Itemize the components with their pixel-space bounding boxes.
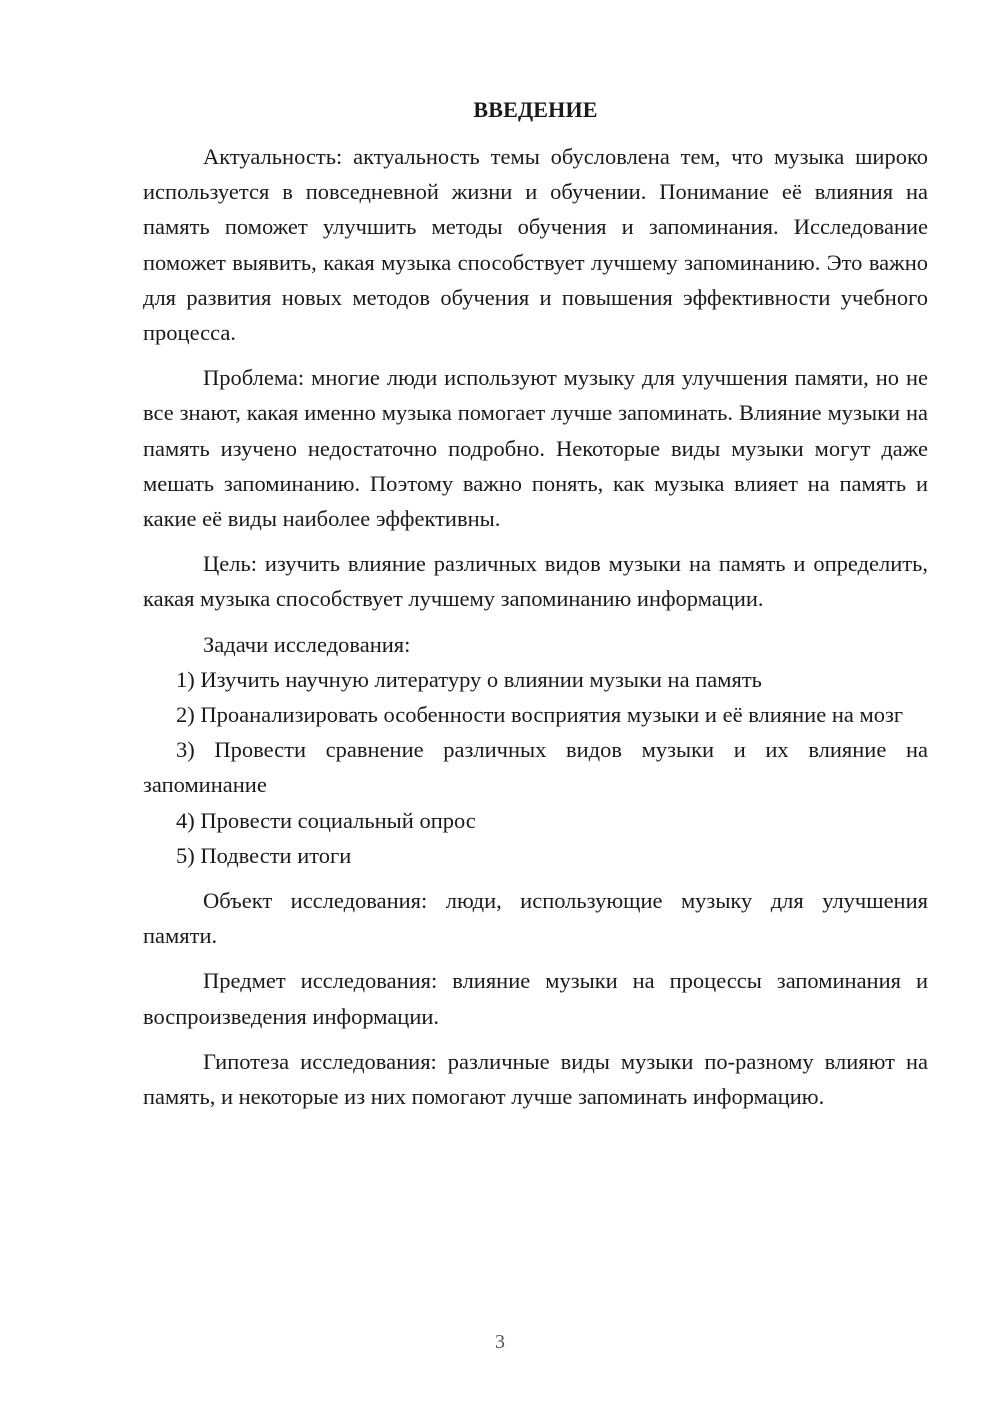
section-title: ВВЕДЕНИЕ [473, 97, 598, 122]
hypothesis-paragraph: Гипотеза исследования: различные виды музыки по-разному влияют на память, и некоторые из них помогают лучше запоминать информацию. [143, 1048, 928, 1110]
problem-paragraph: Проблема: многие люди используют музыку для улучшения памяти, но не все знают, какая именно музыка помогает лучше запоминать. Влияние музыки на память изучено недостаточно подробно. Некоторые виды музыки могут даже мешать запоминанию. Поэтому важно понять, как музыка влияет на память и какие её виды наиболее эффективны. [143, 365, 928, 532]
subject-paragraph: Предмет исследования: влияние музыки на процессы запоминания и воспроизведения информации. [143, 968, 928, 1029]
relevance-paragraph: Актуальность: актуальность темы обусловлена тем, что музыка широко используется в повседневной жизни и обучении. Понимание её влияния на память поможет улучшить методы обучения и запоминания. Исследование поможет выявить, какая музыка способствует лучшему запоминанию. Это важно для развития новых методов обучения и повышения эффективности учебного процесса. [143, 144, 928, 346]
task-item-5: 5) Подвести итоги [176, 842, 352, 868]
page-content [143, 94, 928, 1114]
page-number: 3 [495, 1331, 505, 1353]
task-item-2: 2) Проанализировать особенности восприятия музыки и её влияние на мозг [176, 702, 904, 728]
goal-paragraph: Цель: изучить влияние различных видов музыки на память и определить, какая музыка способствует лучшему запоминанию информации. [143, 551, 928, 612]
task-item-3: 3) Провести сравнение различных видов музыки и их влияние на запоминание [143, 737, 928, 798]
tasks-heading: Задачи исследования: [203, 631, 411, 657]
object-paragraph: Объект исследования: люди, использующие музыку для улучшения памяти. [143, 888, 928, 949]
task-item-4: 4) Провести социальный опрос [176, 807, 476, 833]
task-item-1: 1) Изучить научную литературу о влиянии музыки на память [176, 666, 762, 692]
